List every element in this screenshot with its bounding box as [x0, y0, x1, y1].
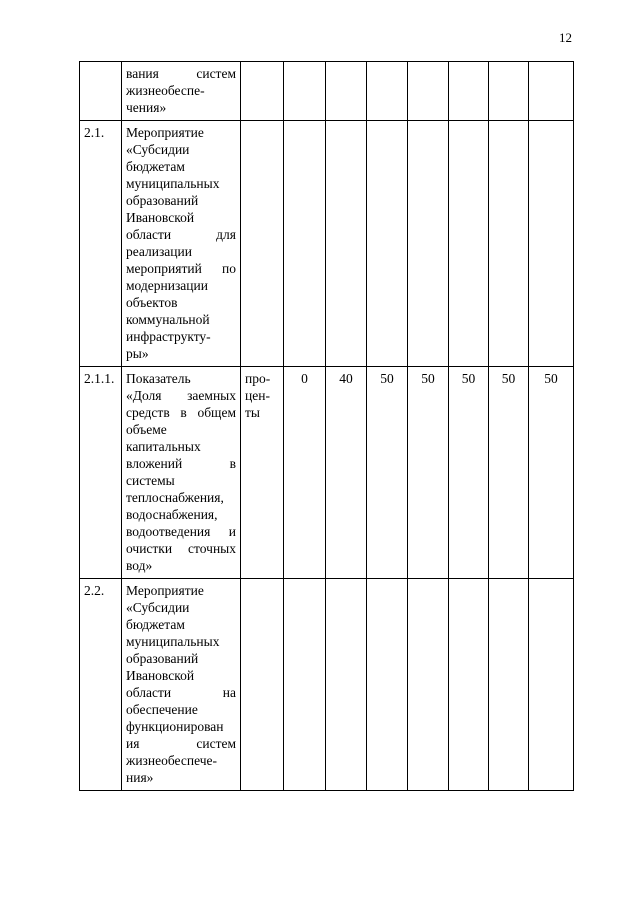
- value-cell: [408, 62, 449, 121]
- table-row: [80, 579, 574, 791]
- value-cell: [408, 121, 449, 367]
- row-unit-cell: [241, 121, 284, 367]
- row-unit-cell: [241, 62, 284, 121]
- description-line: Показатель: [126, 371, 191, 386]
- value-cell: [367, 121, 408, 367]
- value-cell: [449, 62, 489, 121]
- description-line: модернизации: [126, 278, 208, 293]
- value-cell: [529, 62, 574, 121]
- description-line: муниципальных: [126, 634, 220, 649]
- description-line: ия систем: [126, 736, 236, 751]
- description-line: чения»: [126, 100, 167, 115]
- value-cell: [529, 579, 574, 791]
- value-cell: [489, 579, 529, 791]
- value-cell: [326, 121, 367, 367]
- value-cell: [284, 62, 326, 121]
- description-line: вания систем: [126, 66, 236, 81]
- description-line: «Субсидии: [126, 600, 190, 615]
- description-line: ния»: [126, 770, 154, 785]
- description-line: обеспечение: [126, 702, 198, 717]
- description-line: «Субсидии: [126, 142, 190, 157]
- description-line: реализации: [126, 244, 192, 259]
- value-cell: 50: [449, 367, 489, 579]
- table-row: [80, 62, 574, 121]
- value-cell: 0: [284, 367, 326, 579]
- row-description-cell: [122, 579, 241, 791]
- description-line: функционирован: [126, 719, 224, 734]
- row-description-cell: [122, 62, 241, 121]
- value-cell: [529, 121, 574, 367]
- value-cell: [367, 579, 408, 791]
- description-line: ры»: [126, 346, 149, 361]
- row-number-cell: 2.2.: [80, 579, 122, 791]
- description-line: Мероприятие: [126, 125, 204, 140]
- description-line: объеме: [126, 422, 167, 437]
- row-unit-cell: [241, 579, 284, 791]
- description-line: бюджетам: [126, 617, 185, 632]
- value-cell: [489, 62, 529, 121]
- description-line: вложений в: [126, 456, 236, 471]
- unit-line: про-: [245, 371, 271, 386]
- description-line: образований: [126, 651, 199, 666]
- description-line: средств в общем: [126, 405, 236, 420]
- row-number-cell: [80, 62, 122, 121]
- value-cell: [326, 62, 367, 121]
- table-row: [80, 121, 574, 367]
- row-unit-cell: [241, 367, 284, 579]
- description-line: капитальных: [126, 439, 201, 454]
- value-cell: [284, 579, 326, 791]
- program-table: [79, 61, 574, 791]
- value-cell: [367, 62, 408, 121]
- value-cell: [489, 121, 529, 367]
- description-line: образований: [126, 193, 199, 208]
- value-cell: [326, 579, 367, 791]
- value-cell: [449, 579, 489, 791]
- row-number-cell: 2.1.: [80, 121, 122, 367]
- description-line: Мероприятие: [126, 583, 204, 598]
- value-cell: [284, 121, 326, 367]
- value-cell: 50: [489, 367, 529, 579]
- description-line: коммунальной: [126, 312, 210, 327]
- description-line: мероприятий по: [126, 261, 236, 276]
- description-line: объектов: [126, 295, 178, 310]
- value-cell: [449, 121, 489, 367]
- description-line: бюджетам: [126, 159, 185, 174]
- description-line: «Доля заемных: [126, 388, 236, 403]
- table-row: [80, 367, 574, 579]
- description-line: водоснабжения,: [126, 507, 218, 522]
- description-line: водоотведения и: [126, 524, 236, 539]
- description-line: области для: [126, 227, 236, 242]
- value-cell: 50: [529, 367, 574, 579]
- description-line: Ивановской: [126, 668, 195, 683]
- value-cell: [408, 579, 449, 791]
- value-cell: 40: [326, 367, 367, 579]
- page-number: 12: [559, 30, 572, 45]
- description-line: теплоснабжения,: [126, 490, 224, 505]
- row-number-cell: 2.1.1.: [80, 367, 122, 579]
- row-description-cell: [122, 121, 241, 367]
- value-cell: 50: [408, 367, 449, 579]
- description-line: области на: [126, 685, 236, 700]
- description-line: жизнеобеспе-: [126, 83, 205, 98]
- description-line: системы: [126, 473, 175, 488]
- table-body: [80, 62, 574, 791]
- row-description-cell: [122, 367, 241, 579]
- unit-line: ты: [245, 405, 260, 420]
- description-line: муниципальных: [126, 176, 220, 191]
- description-line: очистки сточных: [126, 541, 236, 556]
- unit-line: цен-: [245, 388, 270, 403]
- description-line: инфраструкту-: [126, 329, 211, 344]
- description-line: жизнеобеспече-: [126, 753, 218, 768]
- description-line: вод»: [126, 558, 153, 573]
- description-line: Ивановской: [126, 210, 195, 225]
- value-cell: 50: [367, 367, 408, 579]
